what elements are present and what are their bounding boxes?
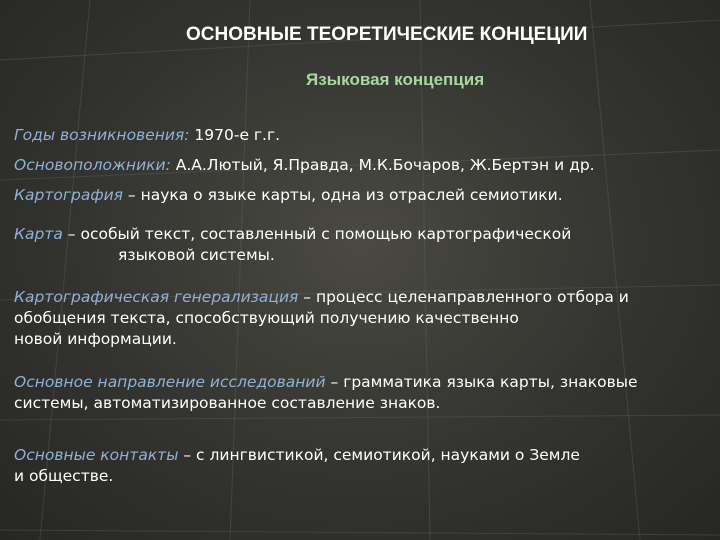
item-term: Основное направление исследований bbox=[14, 373, 326, 391]
list-item-research-direction bbox=[14, 372, 714, 414]
item-text: – особый текст, составленный с помощью картографической bbox=[62, 225, 572, 243]
list-item-cartography bbox=[14, 185, 714, 206]
item-text: 1970-е г.г. bbox=[189, 126, 281, 144]
item-continuation: новой информации. bbox=[14, 330, 177, 348]
list-item-years bbox=[14, 125, 714, 146]
item-continuation: обобщения текста, способствующий получению качественно bbox=[14, 309, 519, 327]
item-term: Картографическая генерализация bbox=[14, 288, 299, 306]
item-continuation: системы, автоматизированное составление знаков. bbox=[14, 394, 441, 412]
slide-subtitle: Языковая концепция bbox=[306, 70, 485, 89]
item-term: Основоположники: bbox=[14, 156, 171, 174]
list-item-map bbox=[14, 224, 714, 266]
item-text: – грамматика языка карты, знаковые bbox=[325, 373, 638, 391]
list-item-contacts bbox=[14, 445, 714, 487]
item-continuation: языковой системы. bbox=[118, 246, 275, 264]
item-text: – процесс целенаправленного отбора и bbox=[298, 288, 629, 306]
item-text: – с лингвистикой, семиотикой, науками о Земле bbox=[178, 446, 580, 464]
slide-title: ОСНОВНЫЕ ТЕОРЕТИЧЕСКИЕ КОНЦЕЦИИ bbox=[186, 24, 588, 45]
item-term: Картография bbox=[14, 186, 123, 204]
item-term: Годы возникновения: bbox=[14, 126, 190, 144]
item-term: Карта bbox=[14, 225, 63, 243]
item-continuation: и обществе. bbox=[14, 467, 114, 485]
list-item-founders bbox=[14, 155, 714, 176]
list-item-generalization bbox=[14, 287, 714, 350]
item-term: Основные контакты bbox=[14, 446, 179, 464]
item-text: – наука о языке карты, одна из отраслей семиотики. bbox=[122, 186, 563, 204]
item-text: А.А.Лютый, Я.Правда, М.К.Бочаров, Ж.Бертэн и др. bbox=[170, 156, 595, 174]
